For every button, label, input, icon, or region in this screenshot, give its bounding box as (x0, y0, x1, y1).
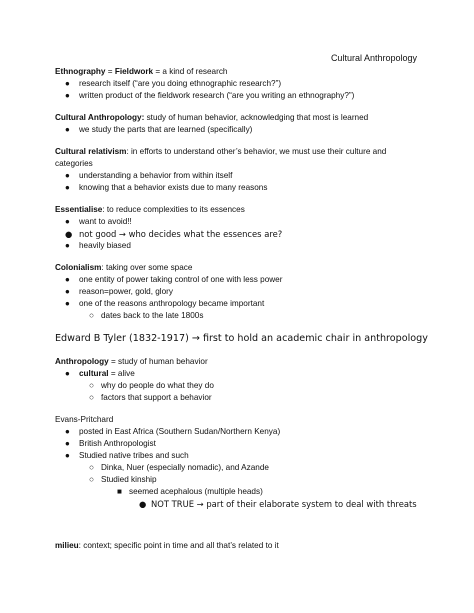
ethnography-definition (55, 66, 425, 78)
bullet-marker: ■ (117, 487, 122, 496)
cultural-anthropology-definition (55, 112, 425, 124)
section-evans-pritchard (55, 414, 425, 510)
sub-list-item (55, 474, 425, 486)
bullet-marker: ○ (89, 393, 94, 402)
evans-pritchard-title: Evans-Pritchard (55, 415, 114, 424)
bullet-marker: ○ (89, 463, 94, 472)
list-item (55, 426, 425, 438)
tyler-note: Edward B Tyler (1832-1917) → first to hold an academic chair in anthropology (55, 333, 428, 344)
term-ethnography: Ethnography (55, 67, 106, 76)
list-item-text: factors that support a behavior (101, 393, 212, 402)
sub-sub-list-item (55, 486, 425, 498)
list-item-text: dates back to the late 1800s (101, 311, 204, 320)
list-item (55, 298, 425, 310)
list-item (55, 368, 425, 380)
list-item-text: understanding a behavior from within itself (79, 171, 233, 180)
list-item-text: seemed acephalous (multiple heads) (129, 487, 263, 496)
list-item-text: we study the parts that are learned (specifically) (79, 125, 253, 134)
term-cultural: cultural (79, 369, 109, 378)
list-item-text: want to avoid!! (79, 217, 132, 226)
list-item (55, 240, 425, 252)
bullet-marker: ● (65, 241, 70, 250)
list-item (55, 170, 425, 182)
section-cultural-anthropology (55, 112, 425, 136)
list-item (55, 274, 425, 286)
list-item-text: British Anthropologist (79, 439, 156, 448)
list-item-text: not good → who decides what the essences are? (79, 229, 283, 239)
bullet-marker: ○ (89, 475, 94, 484)
milieu-definition (55, 540, 425, 552)
colonialism-definition (55, 262, 425, 274)
notes-body (55, 66, 428, 552)
list-item-text: why do people do what they do (101, 381, 214, 390)
list-item-text: one of the reasons anthropology became important (79, 299, 265, 308)
bullet-marker: ● (65, 125, 70, 134)
bullet-marker: ● (65, 299, 70, 308)
essentialise-definition (55, 204, 425, 216)
list-item (55, 450, 425, 462)
section-anthropology (55, 356, 425, 404)
list-item-text: NOT TRUE → part of their elaborate system to deal with threats (151, 499, 417, 509)
list-item-text: knowing that a behavior exists due to many reasons (79, 183, 268, 192)
list-item (55, 124, 425, 136)
term-essentialise: Essentialise (55, 205, 103, 214)
sub-list-item (55, 380, 425, 392)
bullet-marker: ● (65, 451, 70, 460)
list-item-text: = alive (108, 369, 135, 378)
term-anthropology: Anthropology (55, 357, 109, 366)
list-item-text: written product of the fieldwork research (“are you writing an ethnography?”) (79, 91, 355, 100)
bullet-marker: ● (65, 287, 70, 296)
bullet-marker: ● (65, 275, 70, 284)
bullet-marker: ● (65, 229, 73, 239)
section-cultural-relativism (55, 146, 425, 194)
equals-sign: = (105, 67, 115, 76)
section-essentialise (55, 204, 425, 252)
sub-list-item (55, 462, 425, 474)
definition-text: : context; specific point in time and all that’s related to it (78, 541, 279, 550)
section-colonialism (55, 262, 425, 322)
cultural-relativism-definition (55, 146, 425, 170)
bullet-marker: ○ (89, 381, 94, 390)
spacer (55, 530, 425, 540)
list-item-text: Studied kinship (101, 475, 157, 484)
bullet-marker: ○ (89, 311, 94, 320)
term-milieu: milieu (55, 541, 79, 550)
bullet-marker: ● (65, 171, 70, 180)
bullet-marker: ● (65, 217, 70, 226)
definition-text: : to reduce complexities to its essences (102, 205, 245, 214)
deep-list-item (55, 498, 425, 510)
term-fieldwork: Fieldwork (114, 67, 154, 76)
document-header-title: Cultural Anthropology (330, 53, 417, 63)
list-item (55, 216, 425, 228)
list-item-text: Studied native tribes and such (79, 451, 189, 460)
sub-list-item (55, 392, 425, 404)
list-item (55, 182, 425, 194)
list-item-text: research itself (“are you doing ethnographic research?”) (79, 79, 282, 88)
definition-text: study of human behavior, acknowledging that most is learned (144, 113, 369, 122)
section-ethnography (55, 66, 425, 102)
list-item (55, 90, 425, 102)
list-item-text: heavily biased (79, 241, 131, 250)
term-cultural-relativism: Cultural relativism (55, 147, 127, 156)
list-item (55, 286, 425, 298)
definition-text: : taking over some space (101, 263, 193, 272)
list-item-text: one entity of power taking control of one with less power (79, 275, 283, 284)
list-item (55, 228, 425, 240)
list-item (55, 78, 425, 90)
anthropology-definition (55, 356, 425, 368)
term-cultural-anthropology: Cultural Anthropology: (55, 113, 145, 122)
bullet-marker: ● (65, 439, 70, 448)
bullet-marker: ● (65, 79, 70, 88)
term-colonialism: Colonialism (55, 263, 102, 272)
spacer (55, 520, 425, 530)
list-item-text: reason=power, gold, glory (79, 287, 173, 296)
list-item (55, 438, 425, 450)
bullet-marker: ● (65, 369, 70, 378)
bullet-marker: ● (139, 499, 147, 509)
bullet-marker: ● (65, 183, 70, 192)
definition-text: = study of human behavior (108, 357, 208, 366)
sub-list-item (55, 310, 425, 322)
bullet-marker: ● (65, 91, 70, 100)
definition-text: = a kind of research (153, 67, 228, 76)
definition-text: : in efforts to understand other’s behavior, we must use their culture and categories (55, 147, 387, 168)
list-item-text: Dinka, Nuer (especially nomadic), and Azande (101, 463, 269, 472)
list-item-text: posted in East Africa (Southern Sudan/Northern Kenya) (79, 427, 281, 436)
bullet-marker: ● (65, 427, 70, 436)
